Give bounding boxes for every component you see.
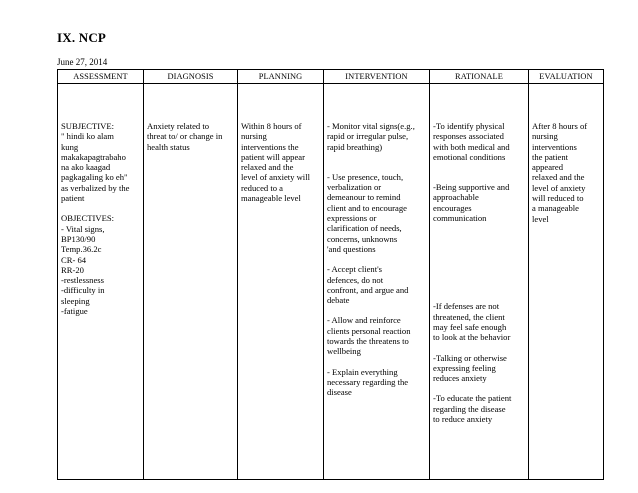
intervention-item: - Allow and reinforce clients personal reaction towards the threatens to wellbeing [327, 315, 411, 357]
intervention-item: - Use presence, touch, verbalization or demeanour to remind client and to encourage expressions or clarification of needs, concerns, unknowns 'and questions [327, 171, 407, 254]
planning-cell [238, 84, 324, 480]
header-assessment: ASSESSMENT [58, 70, 144, 84]
objectives-text: - Vital signs, BP130/90 Temp.36.2c CR- 64 RR-20 -restlessness -difficulty in sleeping -fatigue [61, 223, 105, 317]
page-title: IX. NCP [57, 30, 107, 45]
assessment-cell [58, 84, 144, 480]
ncp-table [57, 69, 604, 480]
intervention-cell [324, 84, 430, 480]
evaluation-cell [529, 84, 604, 480]
subjective-text: " hindi ko alam kung makakapagtrabaho na ako kaagad pagkagaling ko eh" as verbalized by the patient [61, 131, 130, 204]
rationale-item: -To educate the patient regarding the disease to reduce anxiety [433, 393, 512, 425]
header-row [58, 70, 604, 84]
header-diagnosis: DIAGNOSIS [144, 70, 238, 84]
evaluation-text: After 8 hours of nursing interventions the patient appeared relaxed and the level of anxiety will reduced to a manageable level [532, 121, 588, 224]
diagnosis-text: Anxiety related to threat to/ or change in health status [147, 121, 223, 152]
rationale-item: -To identify physical responses associated with both medical and emotional conditions [433, 121, 510, 162]
rationale-item: -If defenses are not threatened, the client may feel safe enough to look at the behavior [433, 301, 511, 343]
header-evaluation: EVALUATION [529, 70, 604, 84]
subjective-label: SUBJECTIVE: [61, 121, 114, 131]
intervention-item: - Monitor vital signs(e.g., rapid or irregular pulse, rapid breathing) [327, 121, 415, 152]
rationale-item: -Talking or otherwise expressing feeling reduces anxiety [433, 352, 507, 384]
planning-text: Within 8 hours of nursing interventions the patient will appear relaxed and the level of anxiety will reduced to a manageable level [241, 121, 310, 204]
rationale-cell [430, 84, 529, 480]
header-intervention: INTERVENTION [324, 70, 430, 84]
header-rationale: RATIONALE [430, 70, 529, 84]
rationale-item: -Being supportive and approachable encourages communication [433, 182, 510, 224]
table-row [58, 84, 604, 480]
diagnosis-cell [144, 84, 238, 480]
objectives-label: OBJECTIVES: [61, 213, 114, 224]
intervention-item: - Accept client's defences, do not confront, and argue and debate [327, 264, 409, 306]
date-label: June 27, 2014 [57, 57, 108, 67]
intervention-item: - Explain everything necessary regarding the disease [327, 366, 409, 398]
header-planning: PLANNING [238, 70, 324, 84]
